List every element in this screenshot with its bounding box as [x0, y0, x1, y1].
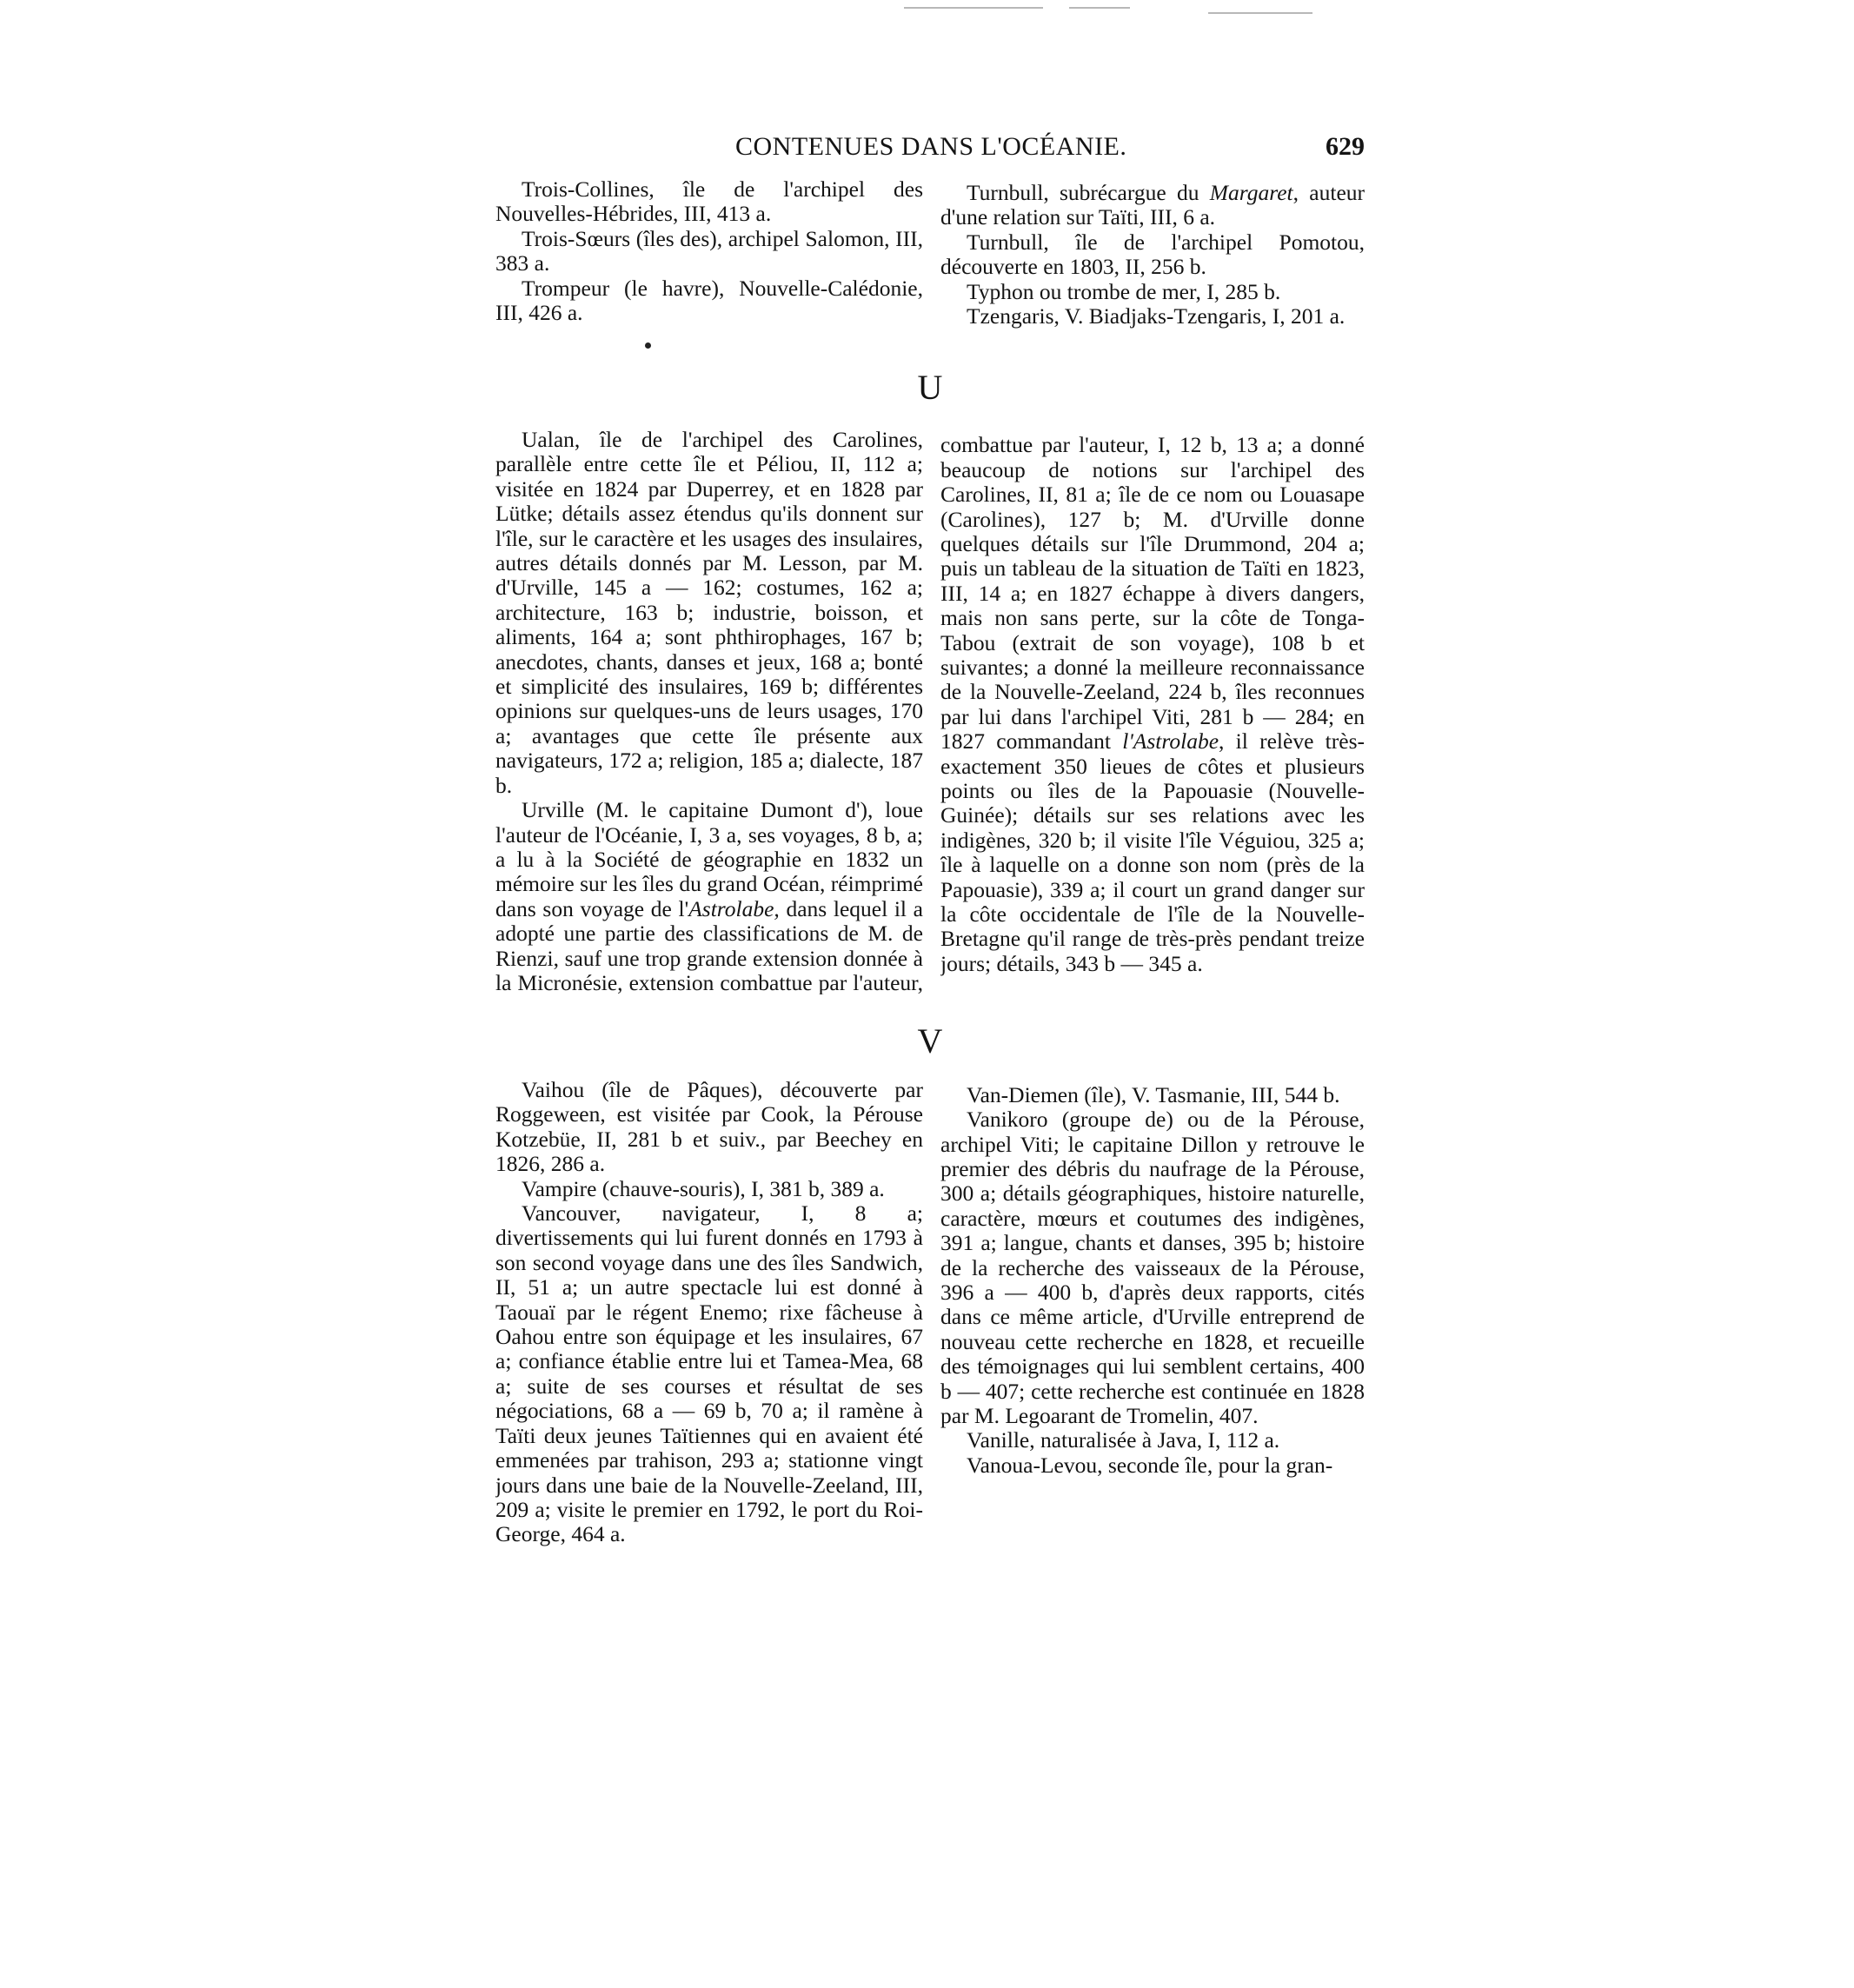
index-entry: Vanille, naturalisée à Java, I, 112 a.: [967, 1427, 1280, 1453]
section-letter-v: V: [917, 1021, 943, 1060]
ink-speck: [645, 342, 651, 349]
scan-rule-top: [1208, 12, 1312, 14]
index-entry: Vanoua-Levou, seconde île, pour la gran-: [967, 1452, 1333, 1478]
index-entry: Trois-Sœurs (îles des), archipel Salomon, III, 383 a.: [495, 225, 923, 276]
t-entries-right-column: [940, 181, 1365, 329]
index-entry: Vancouver, navigateur, I, 8 a; divertissements qui lui furent donnés en 1793 à son second voyage dans une des îles Sandwich, II, 51 a; un autre spectacle lui est donné à Taouaï par le régent Enemo; rixe fâcheuse à Oahou entre son équipage et les insulaires, 67 a; confiance établie entre lui et Tamea-Mea, 68 a; suite de ses courses et résultat de ses négociations, 68 a — 69 b, 70 a; il ramène à Taïti deux jeunes Taïtiennes qui en avaient été emmenées par trahison, 293 a; stationne vingt jours dans une baie de la Nouvelle-Zeeland, III, 209 a; visite le premier en 1792, le port du Roi-George, 464 a.: [495, 1200, 923, 1547]
running-title: CONTENUES DANS L'OCÉANIE.: [735, 132, 1127, 161]
u-entries-left-column: [495, 428, 923, 994]
index-entry: Urville (M. le capitaine Dumont d'), loue l'auteur de l'Océanie, I, 3 a, ses voyages, 8 b, a; a lu à la Société de géographie en 1832 un mémoire sur les îles du grand Océan, réimprimé dans son voyage de l'Astrolabe, dans lequel il a adopté une partie des classifications de M. de Rienzi, sauf une trop grande extension donnée à la Micronésie, extension combattue par l'auteur,: [495, 797, 923, 994]
page-number: 629: [1326, 132, 1365, 161]
index-entry: Tzengaris, V. Biadjaks-Tzengaris, I, 201 a.: [967, 303, 1346, 329]
index-entry: Vanikoro (groupe de) ou de la Pérouse, archipel Viti; le capitaine Dillon y retrouve le premier des débris du naufrage de la Pérouse, 300 a; détails géographiques, histoire naturelle, caractère, mœurs et coutumes des indigènes, 391 a; langue, chants et danses, 395 b; histoire de la recherche des vaisseaux de la Pérouse, 396 a — 400 b, d'après deux rapports, cités dans ce même article, d'Urville entreprend de nouveau cette recherche en 1828, et recueille des témoignages qui lui semblent certains, 400 b — 407; cette recherche est continuée en 1828 par M. Legoarant de Tromelin, 407.: [940, 1107, 1365, 1428]
ship-name: Margaret: [1209, 180, 1293, 205]
index-entry: Van-Diemen (île), V. Tasmanie, III, 544 b.: [967, 1083, 1340, 1107]
index-entry: Trois-Collines, île de l'archipel des Nouvelles-Hébrides, III, 413 a.: [495, 176, 923, 227]
u-entries-right-column: [940, 432, 1365, 999]
v-entries-right-column: [940, 1083, 1365, 1553]
index-entry: combattue par l'auteur, I, 12 b, 13 a; a donné beaucoup de notions sur l'archipel des Carolines, II, 81 a; île de ce nom ou Louasape (Carolines), 127 b; M. d'Urville donne quelques détails sur l'île Drummond, 204 a; puis un tableau de la situation de Taïti en 1823, III, 14 a; en 1827 échappe à divers dangers, mais non sans perte, sur la côte de Tonga-Tabou (extrait de son voyage), 108 b et suivantes; a donné la meilleure reconnaissance de la Nouvelle-Zeeland, 224 b, îles reconnues par lui dans l'archipel Viti, 281 b — 284; en 1827 commandant l'Astrolabe, il relève très-exactement 350 lieues de côtes et plusieurs points ou îles de la Papouasie (Nouvelle-Guinée); détails sur ses relations avec les indigènes, 320 b; il visite l'île Véguiou, 325 a; île à laquelle on a donne son nom (près de la Papouasie), 339 a; il court un grand danger sur la côte occidentale de l'île de la Nouvelle-Bretagne qu'il range de très-près pendant treize jours; détails, 343 b — 345 a.: [940, 432, 1365, 976]
page-header: [495, 132, 1365, 170]
scan-rule-top: [1069, 7, 1130, 9]
index-entry: Turnbull, île de l'archipel Pomotou, découverte en 1803, II, 256 b.: [940, 229, 1365, 280]
index-entry: Trompeur (le havre), Nouvelle-Calédonie, III, 426 a.: [495, 275, 923, 326]
index-entry: Vaihou (île de Pâques), découverte par Roggeween, est visitée par Cook, la Pérouse Kotzebüe, II, 281 b et suiv., par Beechey en 1826, 286 a.: [495, 1078, 923, 1177]
index-entry: Turnbull, subrécargue du Margaret, auteur d'une relation sur Taïti, III, 6 a.: [940, 180, 1366, 230]
v-entries-left-column: [495, 1078, 923, 1547]
index-entry: Vampire (chauve-souris), I, 381 b, 389 a.: [522, 1175, 885, 1201]
index-entry: Ualan, île de l'archipel des Carolines, parallèle entre cette île et Péliou, II, 112 a; visitée en 1824 par Duperrey, et en 1828 par Lütke; détails assez étendus qu'ils donnent sur l'île, sur le caractère et les usages des insulaires, autres détails donnés par M. Lesson, par M. d'Urville, 145 a — 162; costumes, 162 a; architecture, 163 b; industrie, boisson, et aliments, 164 a; sont phthirophages, 167 b; anecdotes, chants, danses et jeux, 168 a; bonté et simplicité des insulaires, 169 b; différentes opinions sur quelques-uns de leurs usages, 170 a; avantages que cette île présente aux navigateurs, 172 a; religion, 185 a; dialecte, 187 b.: [495, 428, 923, 798]
index-entry: Typhon ou trombe de mer, I, 285 b.: [967, 278, 1281, 304]
t-entries-left-column: [495, 177, 923, 325]
section-letter-u: U: [917, 368, 943, 407]
scan-rule-top: [904, 7, 1043, 9]
